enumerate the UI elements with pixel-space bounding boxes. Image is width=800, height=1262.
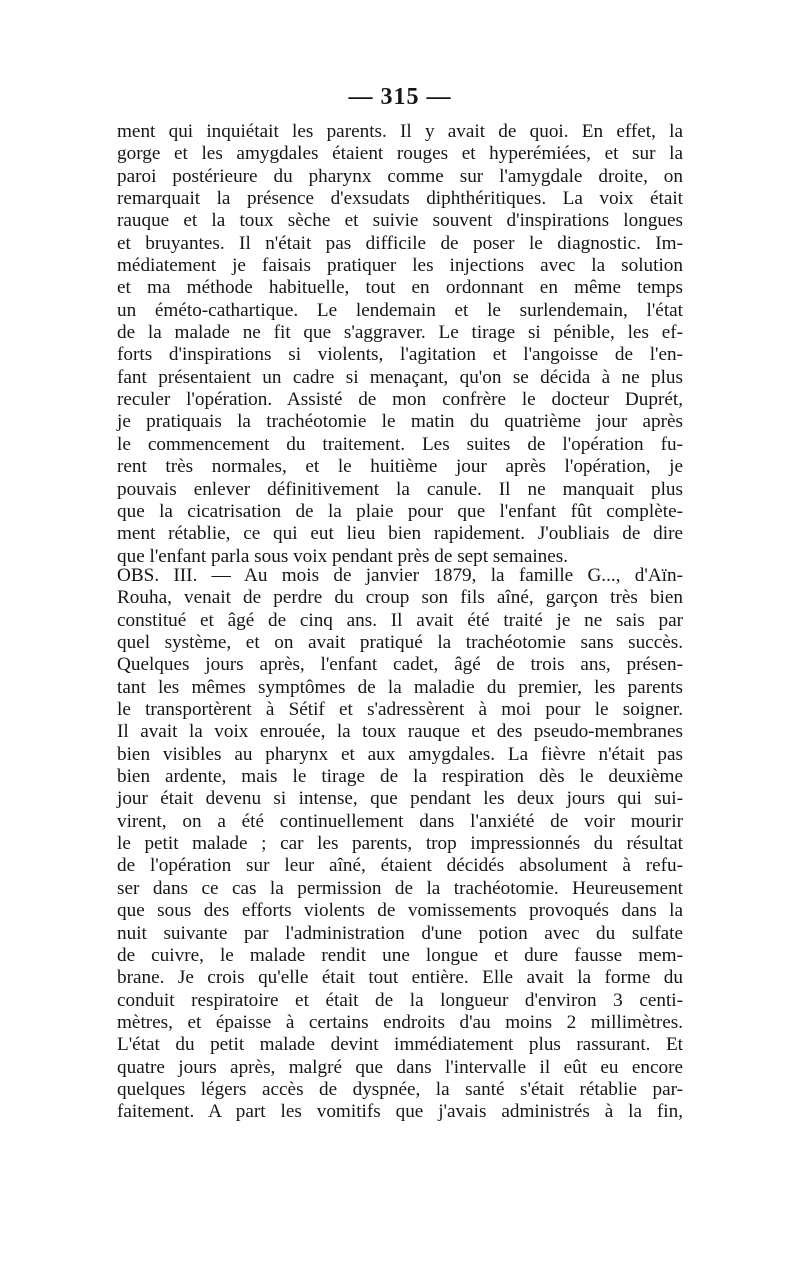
text-line: et bruyantes. Il n'était pas difficile de poser le diagnostic. Im- [117,232,683,254]
text-line: quel système, et on avait pratiqué la trachéotomie sans succès. [117,632,683,654]
text-line: de cuivre, le malade rendit une longue et dure fausse mem- [117,944,683,966]
text-line: paroi postérieure du pharynx comme sur l'amygdale droite, on [117,165,683,187]
text-line: que sous des efforts violents de vomissements provoqués dans la [117,900,683,922]
text-line: ment rétablie, ce qui eut lieu bien rapidement. J'oubliais de dire [117,523,683,545]
text-line: de l'opération sur leur aîné, étaient décidés absolument à refu- [117,855,683,877]
text-line: gorge et les amygdales étaient rouges et hyperémiées, et sur la [117,143,683,165]
text-line: reculer l'opération. Assisté de mon confrère le docteur Duprét, [117,389,683,411]
text-line: OBS. III. — Au mois de janvier 1879, la famille G..., d'Aïn- [117,565,683,586]
text-line: bien visibles au pharynx et aux amygdales. La fièvre n'était pas [117,743,683,765]
text-line: conduit respiratoire et était de la longueur d'environ 3 centi- [117,989,683,1011]
text-line: ment qui inquiétait les parents. Il y avait de quoi. En effet, la [117,121,683,142]
text-line: jour était devenu si intense, que pendant les deux jours qui sui- [117,788,683,810]
text-line: fant présentaient un cadre si menaçant, qu'on se décida à ne plus [117,366,683,388]
text-line: brane. Je crois qu'elle était tout entière. Elle avait la forme du [117,967,683,989]
text-line: Il avait la voix enrouée, la toux rauque et des pseudo-membranes [117,721,683,743]
text-line: Rouha, venait de perdre du croup son fils aîné, garçon très bien [117,587,683,609]
text-line: je pratiquais la trachéotomie le matin du quatrième jour après [117,411,683,433]
text-line: bien ardente, mais le tirage de la respiration dès le deuxième [117,766,683,788]
text-line: de la malade ne fit que s'aggraver. Le tirage si pénible, les ef- [117,322,683,344]
paragraph-observation-3 [117,565,683,1124]
text-line: quatre jours après, malgré que dans l'intervalle il eût eu encore [117,1056,683,1078]
text-line: que l'enfant parla sous voix pendant près de sept semaines. [117,545,569,567]
text-line: remarquait la présence d'exsudats diphthéritiques. La voix était [117,188,683,210]
text-line: et ma méthode habituelle, tout en ordonnant en même temps [117,277,683,299]
text-line: le petit malade ; car les parents, trop impressionnés du résultat [117,833,683,855]
text-line: ser dans ce cas la permission de la trachéotomie. Heureusement [117,877,683,899]
text-line: rauque et la toux sèche et suivie souvent d'inspirations longues [117,210,683,232]
text-line: pouvais enlever définitivement la canule. Il ne manquait plus [117,478,683,500]
text-line: que la cicatrisation de la plaie pour que l'enfant fût complète- [117,500,683,522]
text-line: quelques légers accès de dyspnée, la santé s'était rétablie par- [117,1078,683,1100]
text-line: virent, on a été continuellement dans l'anxiété de voir mourir [117,810,683,832]
text-line: L'état du petit malade devint immédiatement plus rassurant. Et [117,1034,683,1056]
text-line: le commencement du traitement. Les suites de l'opération fu- [117,433,683,455]
paragraph-continuation [117,121,683,568]
text-line: le transportèrent à Sétif et s'adressèrent à moi pour le soigner. [117,699,683,721]
text-line: forts d'inspirations si violents, l'agitation et l'angoisse de l'en- [117,344,683,366]
text-line: rent très normales, et le huitième jour après l'opération, je [117,456,683,478]
text-line: mètres, et épaisse à certains endroits d'au moins 2 millimètres. [117,1011,683,1033]
text-line: faitement. A part les vomitifs que j'avais administrés à la fin, [117,1101,683,1123]
page-number: — 315 — [348,84,452,110]
text-line: médiatement je faisais pratiquer les injections avec la solution [117,255,683,277]
text-line: constitué et âgé de cinq ans. Il avait été traité je ne sais par [117,609,683,631]
text-line: tant les mêmes symptômes de la maladie du premier, les parents [117,676,683,698]
text-line: un éméto-cathartique. Le lendemain et le surlendemain, l'état [117,299,683,321]
text-line: nuit suivante par l'administration d'une potion avec du sulfate [117,922,683,944]
text-line: Quelques jours après, l'enfant cadet, âgé de trois ans, présen- [117,654,683,676]
